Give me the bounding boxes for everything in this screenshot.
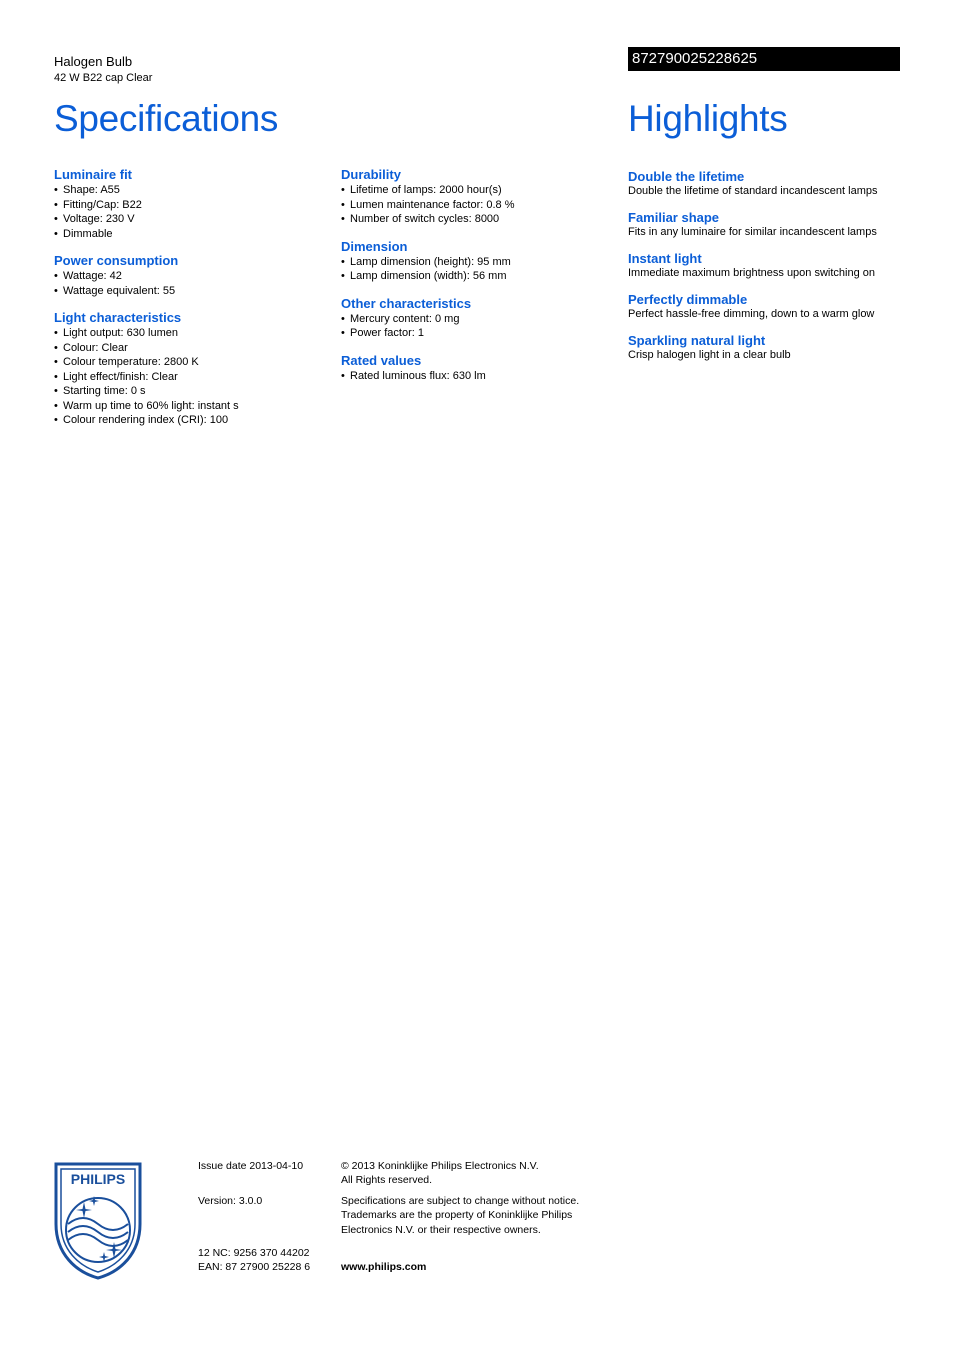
notice-line-2: Trademarks are the property of Koninklijke Philips [341, 1209, 573, 1221]
highlights-list [628, 169, 908, 374]
spec-item: • Power factor: 1 [341, 326, 611, 341]
spec-item: • Wattage: 42 [54, 269, 324, 284]
spec-item: • Rated luminous flux: 630 lm [341, 369, 611, 384]
product-name: Halogen Bulb [54, 54, 133, 69]
spec-section [341, 239, 611, 284]
ean: EAN: 87 27900 25228 6 [198, 1261, 311, 1273]
spec-item: • Voltage: 230 V [54, 212, 324, 227]
spec-section [54, 253, 324, 298]
logo-wordmark: PHILIPS [70, 1171, 126, 1187]
highlight-text: Immediate maximum brightness upon switching on [628, 267, 876, 279]
spec-item: • Lamp dimension (width): 56 mm [341, 269, 611, 284]
notice-line-3: Electronics N.V. or their respective owners. [341, 1224, 541, 1236]
highlight-item [628, 210, 908, 239]
issue-date: Issue date 2013-04-10 [198, 1160, 304, 1172]
version: Version: 3.0.0 [198, 1195, 263, 1207]
highlight-item [628, 169, 908, 198]
spec-item: • Starting time: 0 s [54, 384, 324, 399]
highlight-text: Crisp halogen light in a clear bulb [628, 349, 791, 361]
spec-item: • Mercury content: 0 mg [341, 312, 611, 327]
highlight-item [628, 251, 908, 280]
spec-item: • Shape: A55 [54, 183, 324, 198]
spec-list [54, 183, 324, 241]
spec-section-title: Other characteristics [341, 295, 472, 311]
spec-item: • Lumen maintenance factor: 0.8 % [341, 198, 611, 213]
spec-item: • Lifetime of lamps: 2000 hour(s) [341, 183, 611, 198]
spec-list [341, 183, 611, 227]
spec-item: • Number of switch cycles: 8000 [341, 212, 611, 227]
spec-item: • Warm up time to 60% light: instant s [54, 399, 324, 414]
spec-list [54, 269, 324, 298]
specs-column-left [54, 167, 324, 440]
spec-item: • Light output: 630 lumen [54, 326, 324, 341]
highlight-title: Instant light [628, 251, 702, 266]
spec-list [341, 369, 611, 384]
spec-section-title: Luminaire fit [54, 167, 133, 182]
highlight-text: Double the lifetime of standard incandescent lamps [628, 185, 878, 197]
highlight-text: Fits in any luminaire for similar incandescent lamps [628, 226, 877, 238]
highlight-title: Perfectly dimmable [628, 292, 748, 307]
spec-item: • Colour rendering index (CRI): 100 [54, 413, 324, 428]
twelve-nc: 12 NC: 9256 370 44202 [198, 1247, 310, 1259]
highlight-text: Perfect hassle-free dimming, down to a warm glow [628, 308, 875, 320]
spec-item: • Dimmable [54, 227, 324, 242]
website-link[interactable]: www.philips.com [341, 1261, 427, 1273]
copyright-line-1: © 2013 Koninklijke Philips Electronics N.V. [341, 1160, 539, 1172]
spec-item: • Colour temperature: 2800 K [54, 355, 324, 370]
highlight-title: Sparkling natural light [628, 333, 766, 348]
highlight-title: Familiar shape [628, 210, 720, 225]
specs-column-right [341, 167, 611, 395]
spec-list [54, 326, 324, 428]
product-subtitle: 42 W B22 cap Clear [54, 72, 153, 84]
spec-item: • Light effect/finish: Clear [54, 370, 324, 385]
specifications-title: Specifications [54, 98, 279, 139]
product-code-bar: 872790025228625 [628, 47, 900, 71]
spec-section-title: Power consumption [54, 253, 179, 268]
spec-section-title: Rated values [341, 352, 422, 368]
notice-line-1: Specifications are subject to change without notice. [341, 1195, 580, 1207]
spec-section-title: Durability [341, 167, 401, 182]
spec-section [54, 310, 324, 428]
spec-list [341, 255, 611, 284]
spec-section-title: Dimension [341, 238, 408, 254]
spec-section-title: Light characteristics [54, 310, 182, 325]
spec-section [54, 167, 324, 241]
highlights-title: Highlights [628, 98, 788, 139]
highlight-item [628, 292, 908, 321]
spec-section [341, 353, 611, 384]
spec-item: • Lamp dimension (height): 95 mm [341, 255, 611, 270]
spec-item: • Colour: Clear [54, 341, 324, 356]
spec-item: • Fitting/Cap: B22 [54, 198, 324, 213]
philips-shield-logo [54, 1162, 142, 1280]
highlight-title: Double the lifetime [628, 169, 745, 184]
spec-section [341, 296, 611, 341]
highlight-item [628, 333, 908, 362]
spec-list [341, 312, 611, 341]
copyright-line-2: All Rights reserved. [341, 1174, 433, 1186]
spec-item: • Wattage equivalent: 55 [54, 284, 324, 299]
spec-section [341, 167, 611, 227]
